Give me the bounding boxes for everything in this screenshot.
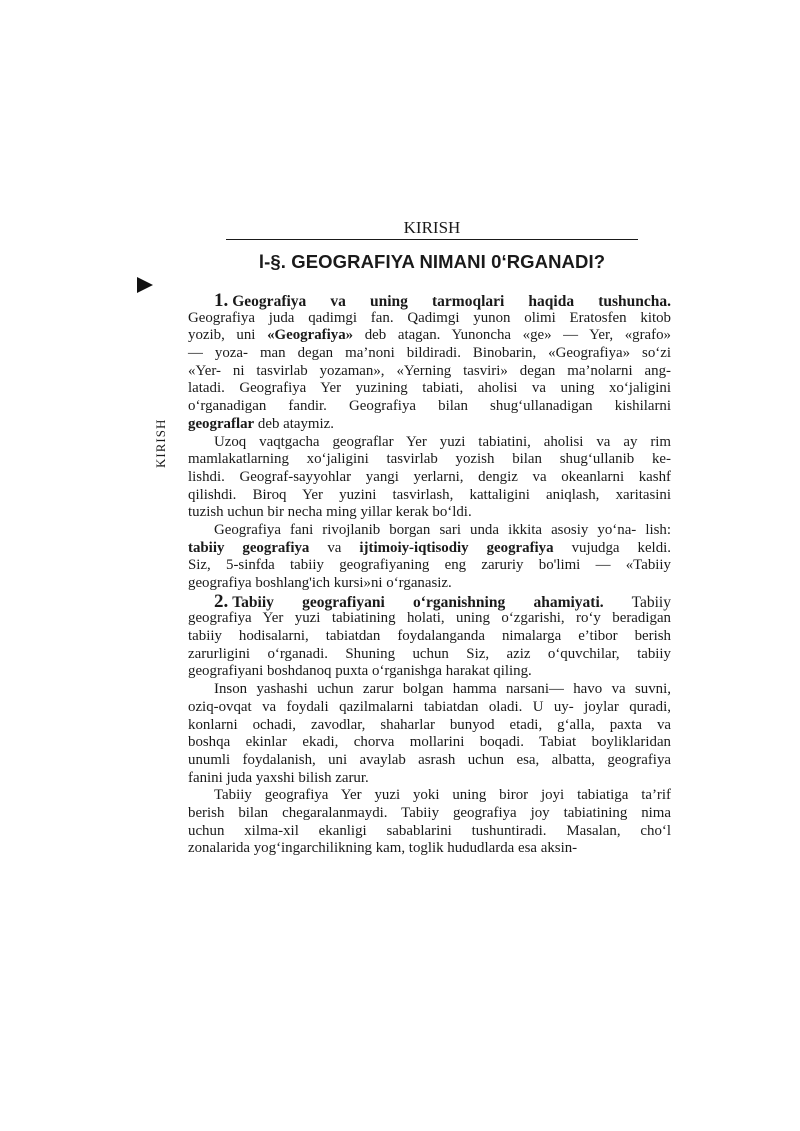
- section-header-label: KIRISH: [403, 218, 461, 237]
- text-line: o‘rganadigan fandir. Geografiya bilan shug‘ullanadigan kishilarni: [188, 398, 671, 415]
- text-line: qilishdi. Biroq Yer yuzini tasvirlash, kattaligini aniqlash, xaritasini: [188, 486, 671, 503]
- triangle-marker-icon: [137, 277, 153, 293]
- text-line: [188, 416, 671, 434]
- text-line: Tabiiy geografiya Yer yuzi yoki uning biror joyi tabiatiga ta’rif: [214, 787, 671, 804]
- text-line: geografiyani boshdanoq puxta o‘rganishga harakat qiling.: [188, 663, 532, 680]
- section-header: [226, 218, 638, 240]
- section-number: 2.: [214, 590, 229, 612]
- text-line: [188, 327, 671, 345]
- text-run: Tabiiy: [631, 593, 671, 611]
- text-run: vujudga keldi.: [571, 539, 672, 556]
- bold-term: tabiiy geografiya: [188, 539, 310, 556]
- text-line: Siz, 5-sinfda tabiiy geografiyaning eng zaruriy bo'limi — «Tabiiy: [188, 557, 671, 574]
- text-line: Uzoq vaqtgacha geograflar Yer yuzi tabiatini, aholisi va ay rim: [214, 433, 671, 450]
- text-line: [188, 540, 671, 558]
- bold-term: «Geografiya»: [267, 327, 354, 344]
- text-line: Geografiya juda qadimgi fan. Qadimgi yunon olimi Eratosfen kitob: [188, 309, 671, 326]
- text-line: zonalarida yog‘ingarchilikning kam, toglik hududlarda esa aksin-: [188, 840, 578, 857]
- text-line: oziq-ovqat va foydali qazilmalarni tabiatdan oladi. U uy- joylar quradi,: [188, 698, 671, 715]
- text-line: konlarni ochadi, zavodlar, shaharlar bunyod etadi, g‘alla, paxta va: [188, 716, 671, 733]
- text-line: unumli foydalanish, uni avaylab asrash uchun esa, albatta, geografiya: [188, 751, 671, 768]
- text-run: va: [327, 539, 342, 556]
- text-line: uchun xilma-xil ekanligi sabablarini tushuntiradi. Masalan, cho‘l: [188, 822, 671, 839]
- text-line: geografiya boshlang'ich kursi»ni o‘rganasiz.: [188, 575, 452, 591]
- text-run: yozib, uni: [188, 327, 256, 344]
- text-line: tuzish uchun bir necha ming yillar kerak bo‘ldi.: [188, 504, 472, 521]
- section-2-heading: [188, 590, 671, 612]
- text-line: «Yer- ni tasvirlab yozaman», «Yerning tasviri» degan ma’nolarni ang-: [188, 362, 671, 379]
- text-run: deb ataymiz.: [257, 415, 334, 432]
- text-line: latadi. Geografiya Yer yuzining tabiati, aholisi va uning xo‘jaligini: [188, 380, 671, 397]
- section-heading-text: Geografiya va uning tarmoqlari haqida tushuncha.: [232, 293, 671, 310]
- side-running-head: KIRISH: [153, 418, 168, 468]
- text-line: geografiya Yer yuzi tabiatining holati, uning o‘zgarishi, ro‘y beradigan: [188, 610, 671, 627]
- text-line: boshqa ekinlar ekadi, chorva mollarini boqadi. Tabiat boyliklaridan: [188, 734, 671, 751]
- body-text: [188, 292, 671, 858]
- text-line: lishdi. Geograf-sayyohlar yangi yerlarni, dengiz va okeanlarni kashf: [188, 468, 671, 485]
- text-line: tabiiy hodisalarni, tabiatdan foydalanganda nimalarga e’tibor berish: [188, 628, 671, 645]
- bold-term: geograflar: [188, 415, 255, 432]
- text-line: berish bilan chegaralanmaydi. Tabiiy geografiya joy tabiatining nima: [188, 804, 671, 821]
- text-line: zarurligini o‘rganadi. Shuning uchun Siz, aziz o‘quvchilar, tabiiy: [188, 645, 671, 662]
- text-line: mamlakatlarning xo‘jaligini tasvirlab yozish bilan shug‘ullanib ke-: [188, 451, 671, 468]
- chapter-title: l-§. GEOGRAFIYA NIMANI 0‘RGANADI?: [258, 251, 606, 272]
- text-line: — yoza- man degan ma’noni bildiradi. Binobarin, «Geografiya» so‘zi: [188, 345, 671, 362]
- section-1-heading: [188, 292, 671, 310]
- section-number: 1.: [214, 290, 229, 311]
- text-run: deb atagan. Yunoncha «ge» — Yer, «grafo»: [364, 327, 671, 344]
- bold-term: ijtimoiy-iqtisodiy geografiya: [359, 539, 554, 556]
- text-line: fanini juda yaxshi bilish zarur.: [188, 769, 369, 786]
- text-line: Inson yashashi uchun zarur bolgan hamma narsani— havo va suvni,: [214, 681, 671, 698]
- text-line: Geografiya fani rivojlanib borgan sari unda ikkita asosiy yo‘na- lish:: [214, 521, 671, 538]
- section-heading-text: Tabiiy geografiyani o‘rganishning ahamiyati.: [232, 593, 604, 611]
